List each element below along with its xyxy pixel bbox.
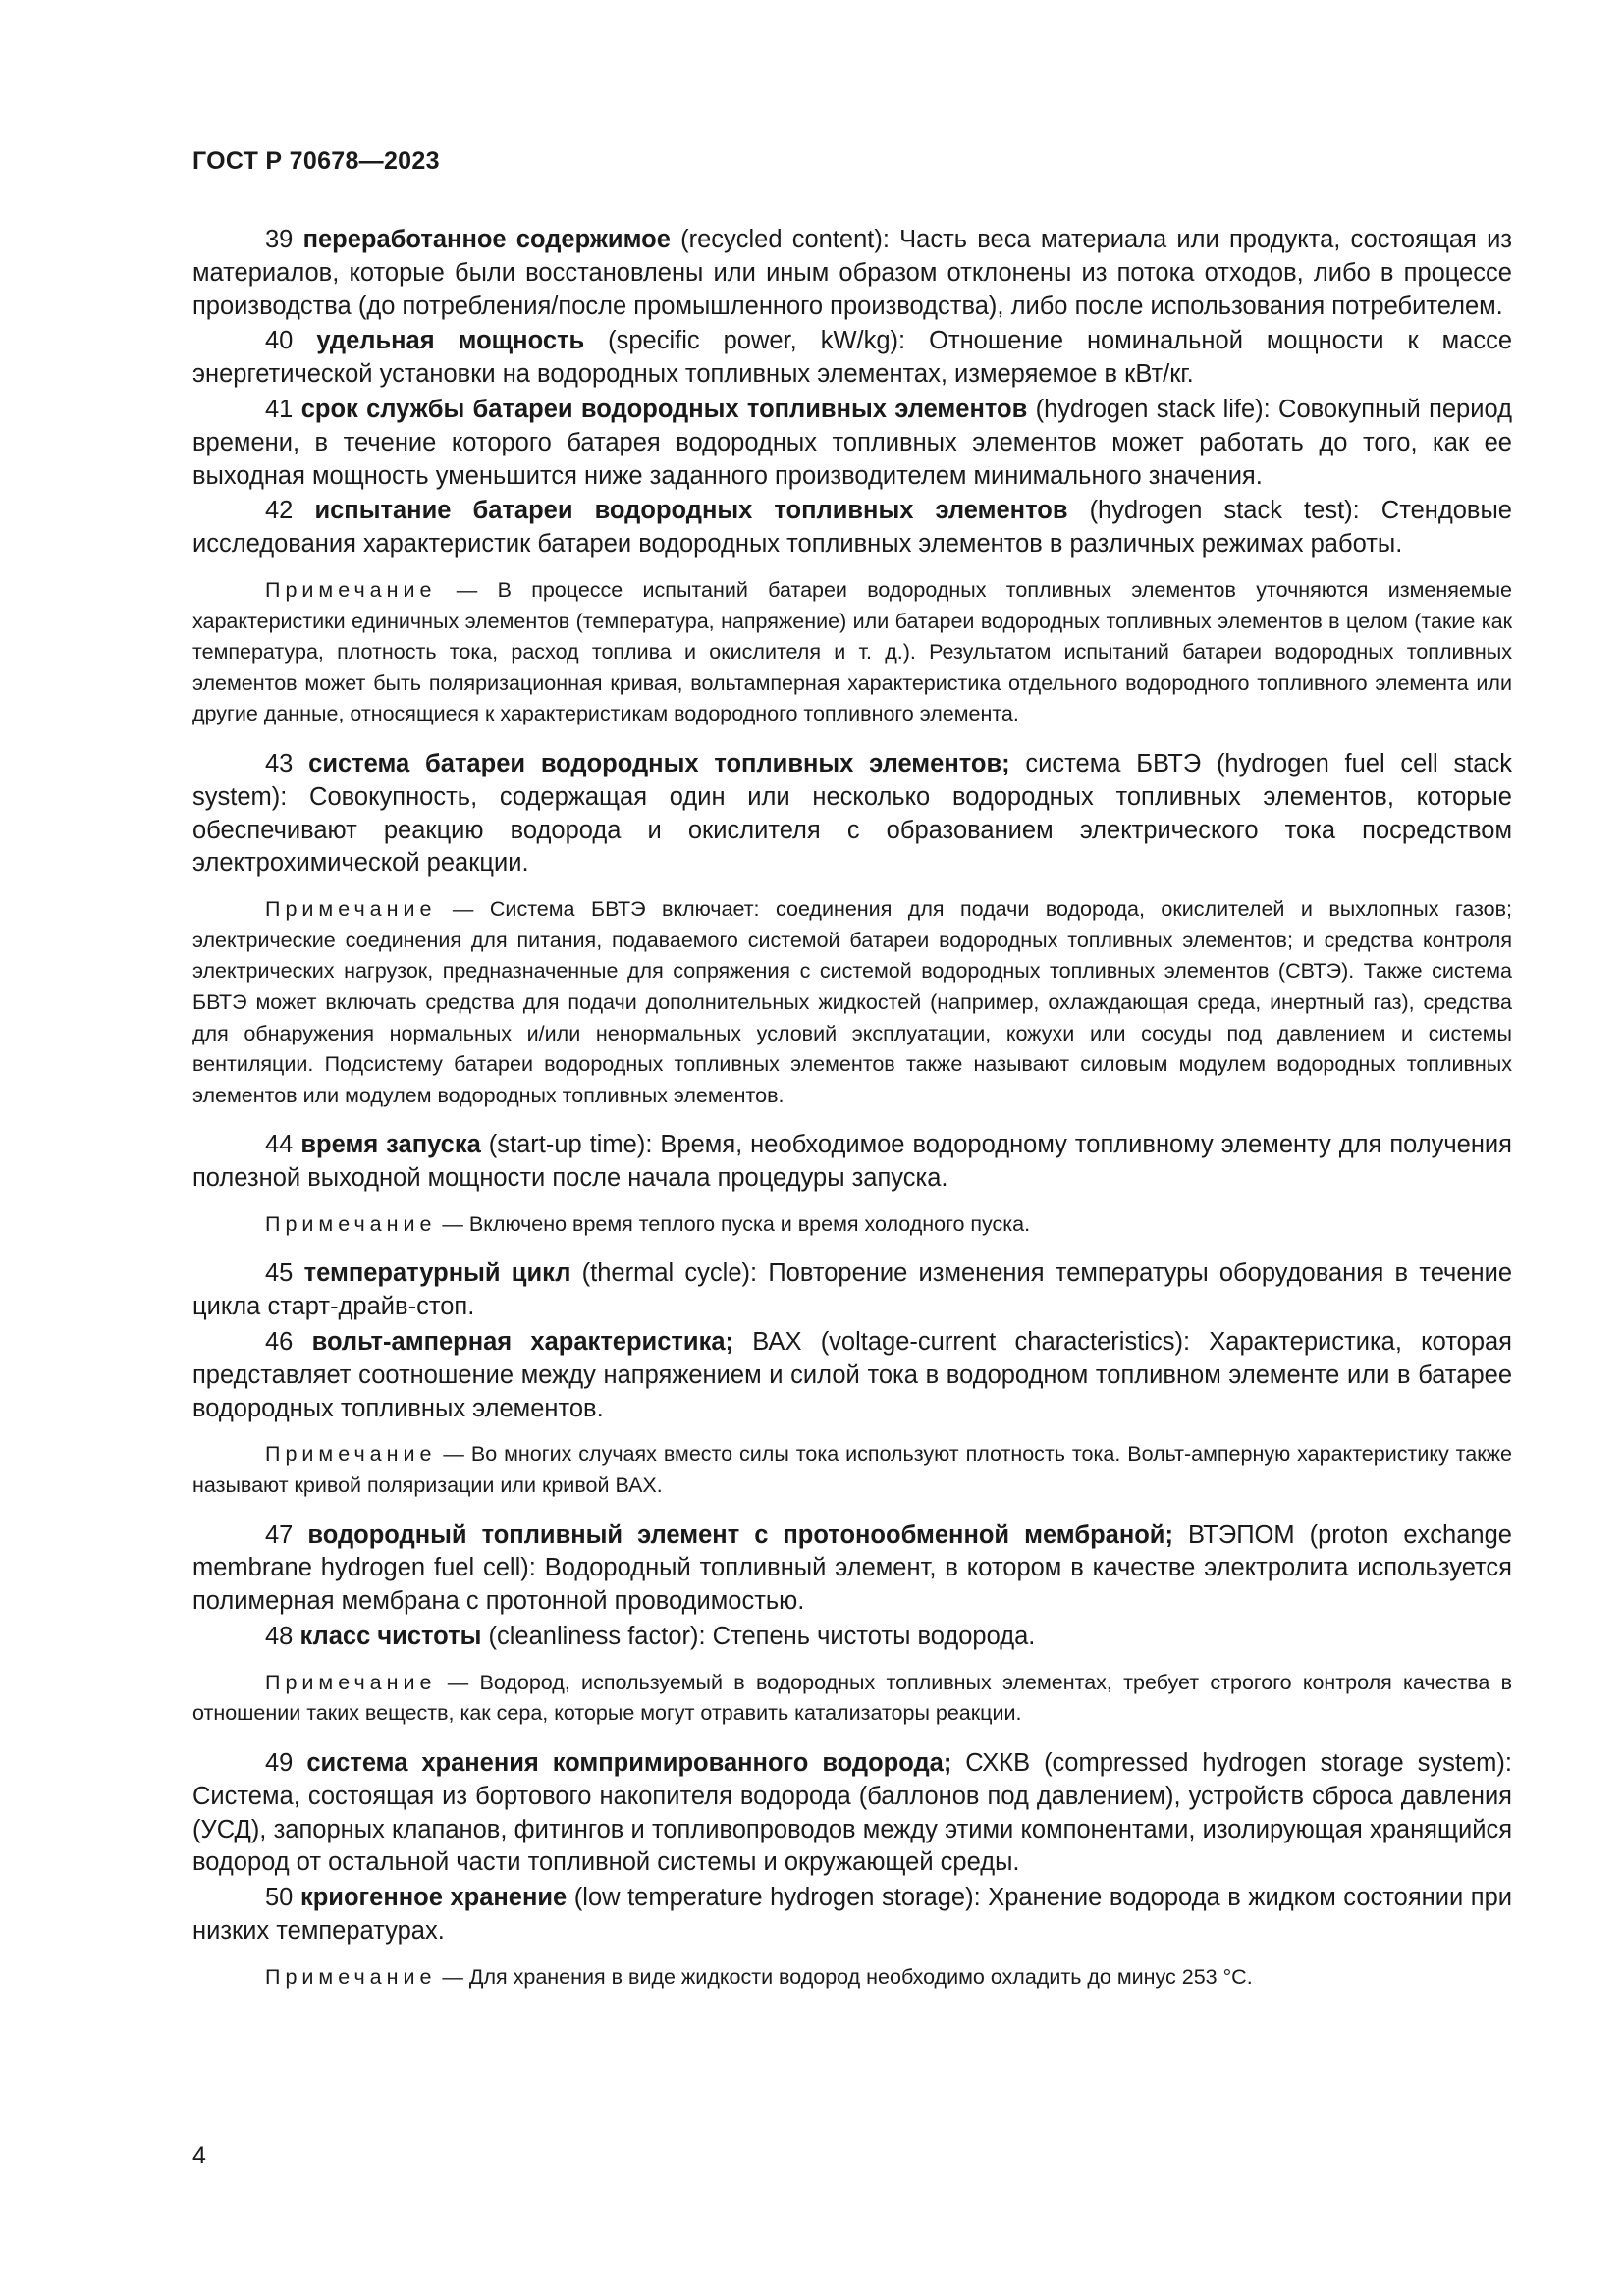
- term-number: 46: [265, 1328, 294, 1357]
- term-44: [192, 1129, 1512, 1196]
- term-definition: (start-up time): Время, необходимое водородному топливному элементу для получения полезной выходной мощности после начала процедуры запуска.: [192, 1131, 1512, 1193]
- term-definition: (low temperature hydrogen storage): Хранение водорода в жидком состоянии при низких температурах.: [192, 1884, 1512, 1945]
- term-definition: (specific power, kW/kg): Отношение номинальной мощности к массе энергетической установки на водородных топливных элементах, измеряемое в кВт/кг.: [192, 327, 1512, 389]
- term-number: 50: [265, 1884, 294, 1912]
- term-title: переработанное содержимое: [302, 226, 671, 253]
- note-50: Примечание — Для хранения в виде жидкости водород необходимо охладить до минус 253 °С.: [265, 1964, 1253, 1989]
- term-definition: (thermal cycle): Повторение изменения температуры оборудования в течение цикла старт-драйв-стоп.: [192, 1259, 1513, 1321]
- note-label: Примечание: [265, 1964, 437, 1989]
- term-47: [192, 1520, 1512, 1619]
- term-title: криогенное хранение: [299, 1884, 568, 1912]
- note-text: Для хранения в виде жидкости водород необходимо охладить до минус 253 °С.: [468, 1964, 1253, 1989]
- document-header: ГОСТ Р 70678—2023: [192, 147, 440, 175]
- term-50: [192, 1882, 1512, 1949]
- term-definition: (hydrogen stack test): Стендовые исследования характеристик батареи водородных топливных элементов в различных режимах работы.: [192, 497, 1512, 559]
- term-39: [192, 224, 1512, 323]
- terms-list: [192, 224, 1512, 2010]
- term-title: срок службы батареи водородных топливных элементов: [300, 395, 1028, 423]
- term-number: 45: [265, 1259, 294, 1288]
- term-title: водородный топливный элемент с протонообменной мембраной;: [307, 1521, 1173, 1549]
- term-43: [192, 748, 1512, 881]
- term-number: 49: [265, 1749, 294, 1778]
- note-46: Примечание — Во многих случаях вместо силы тока используют плотность тока. Вольт-амперную характеристику также называют кривой поляризации или кривой ВАХ.: [192, 1442, 1512, 1498]
- term-48: [192, 1621, 1512, 1654]
- term-title: время запуска: [300, 1131, 481, 1159]
- term-number: 41: [265, 395, 294, 423]
- term-definition: СХКВ (compressed hydrogen storage system): Система, состоящая из бортового накопителя водорода (баллонов под давлением), устройств сброса давления (УСД), запорных клапанов, фитингов и топливопроводов между этими компонентами, изолирующая хранящийся водород от остальной части топливной системы и окружающей среды.: [192, 1749, 1512, 1877]
- term-46: [192, 1326, 1512, 1425]
- term-title: система батареи водородных топливных элементов;: [308, 749, 1010, 777]
- term-title: испытание батареи водородных топливных элементов: [314, 497, 1068, 525]
- term-title: класс чистоты: [299, 1623, 482, 1651]
- term-number: 39: [265, 226, 294, 253]
- note-text: Включено время теплого пуска и время холодного пуска.: [468, 1211, 1031, 1236]
- page-number: 4: [192, 2142, 206, 2169]
- note-44: Примечание — Включено время теплого пуска и время холодного пуска.: [265, 1211, 1031, 1236]
- term-title: система хранения компримированного водорода;: [306, 1749, 952, 1778]
- term-definition: система БВТЭ (hydrogen fuel cell stack system): Совокупность, содержащая один или несколько водородных топливных элементов, которые обеспечивают реакцию водорода и окислителя с образованием электрического тока посредством электрохимической реакции.: [192, 749, 1512, 878]
- term-title: температурный цикл: [303, 1259, 571, 1288]
- term-number: 43: [265, 749, 294, 777]
- note-text: Водород, используемый в водородных топливных элементах, требует строгого контроля качества в отношении таких веществ, как сера, которые могут отравить катализаторы реакции.: [192, 1670, 1512, 1726]
- term-definition: (hydrogen stack life): Совокупный период времени, в течение которого батарея водородных топливных элементов может работать до того, как ее выходная мощность уменьшится ниже заданного производителем минимального значения.: [192, 395, 1512, 490]
- term-number: 47: [265, 1521, 294, 1549]
- note-label: Примечание: [265, 1442, 437, 1467]
- note-label: Примечание: [265, 577, 437, 602]
- note-label: Примечание: [265, 1670, 437, 1694]
- note-42: Примечание — В процессе испытаний батареи водородных топливных элементов уточняются изменяемые характеристики единичных элементов (температура, напряжение) или батареи водородных топливных элементов в целом (такие как температура, плотность тока, расход топлива и окислителя и т. д.). Результатом испытаний батареи водородных топливных элементов может быть поляризационная кривая, вольтамперная характеристика отдельного водородного топливного элемента или другие данные, относящиеся к характеристикам водородного топливного элемента.: [192, 577, 1513, 726]
- term-title: вольт-амперная характеристика;: [311, 1328, 734, 1357]
- note-43: Примечание — Система БВТЭ включает: соединения для подачи водорода, окислителей и выхлопных газов; электрические соединения для питания, подаваемого системой батареи водородных топливных элементов; и средства контроля электрических нагрузок, предназначенные для сопряжения с системой водородных топливных элементов (СВТЭ). Также система БВТЭ может включать средства для подачи дополнительных жидкостей (например, охлаждающая среда, инертный газ), средства для обнаружения нормальных и/или ненормальных условий эксплуатации, кожухи или сосуды под давлением и системы вентиляции. Подсистему батареи водородных топливных элементов также называют силовым модулем водородных топливных элементов или модулем водородных топливных элементов.: [192, 897, 1512, 1107]
- term-definition: ВТЭПОМ (proton exchange membrane hydrogen fuel cell): Водородный топливный элемент, в котором в качестве электролита используется полимерная мембрана с протонной проводимостью.: [192, 1521, 1512, 1616]
- note-label: Примечание: [265, 1211, 437, 1236]
- term-number: 40: [265, 327, 294, 355]
- term-definition: (recycled content): Часть веса материала или продукта, состоящая из материалов, которые были восстановлены или иным образом отклонены из потока отходов, либо в процессе производства (до потребления/после промышленного производства), либо после использования потребителем.: [192, 226, 1513, 320]
- note-text: В процессе испытаний батареи водородных топливных элементов уточняются изменяемые характеристики единичных элементов (температура, напряжение) или батареи водородных топливных элементов в целом (такие как температура, плотность тока, расход топлива и окислителя и т. д.). Результатом испытаний батареи водородных топливных элементов может быть поляризационная кривая, вольтамперная характеристика отдельного водородного топливного элемента или другие данные, относящиеся к характеристикам водородного топливного элемента.: [192, 577, 1513, 726]
- term-40: [192, 325, 1512, 392]
- term-49: [192, 1747, 1512, 1880]
- term-definition: (cleanliness factor): Степень чистоты водорода.: [481, 1623, 1036, 1651]
- term-42: [192, 495, 1512, 561]
- term-title: удельная мощность: [316, 327, 585, 355]
- note-48: Примечание — Водород, используемый в водородных топливных элементах, требует строгого контроля качества в отношении таких веществ, как сера, которые могут отравить катализаторы реакции.: [192, 1670, 1512, 1726]
- note-text: Система БВТЭ включает: соединения для подачи водорода, окислителей и выхлопных газов; электрические соединения для питания, подаваемого системой батареи водородных топливных элементов; и средства контроля электрических нагрузок, предназначенные для сопряжения с системой водородных топливных элементов (СВТЭ). Также система БВТЭ может включать средства для подачи дополнительных жидкостей (например, охлаждающая среда, инертный газ), средства для обнаружения нормальных и/или ненормальных условий эксплуатации, кожухи или сосуды под давлением и системы вентиляции. Подсистему батареи водородных топливных элементов также называют силовым модулем водородных топливных элементов или модулем водородных топливных элементов.: [192, 897, 1512, 1107]
- note-label: Примечание: [265, 897, 437, 922]
- term-41: [192, 394, 1512, 493]
- term-definition: ВАХ (voltage-current characteristics): Характеристика, которая представляет соотношение между напряжением и силой тока в водородном топливном элементе или в батарее водородных топливных элементов.: [192, 1328, 1512, 1422]
- term-45: [192, 1257, 1512, 1324]
- note-text: Во многих случаях вместо силы тока используют плотность тока. Вольт-амперную характеристику также называют кривой поляризации или кривой ВАХ.: [192, 1442, 1512, 1498]
- term-number: 42: [265, 497, 294, 525]
- term-number: 48: [265, 1623, 294, 1651]
- term-number: 44: [265, 1131, 294, 1159]
